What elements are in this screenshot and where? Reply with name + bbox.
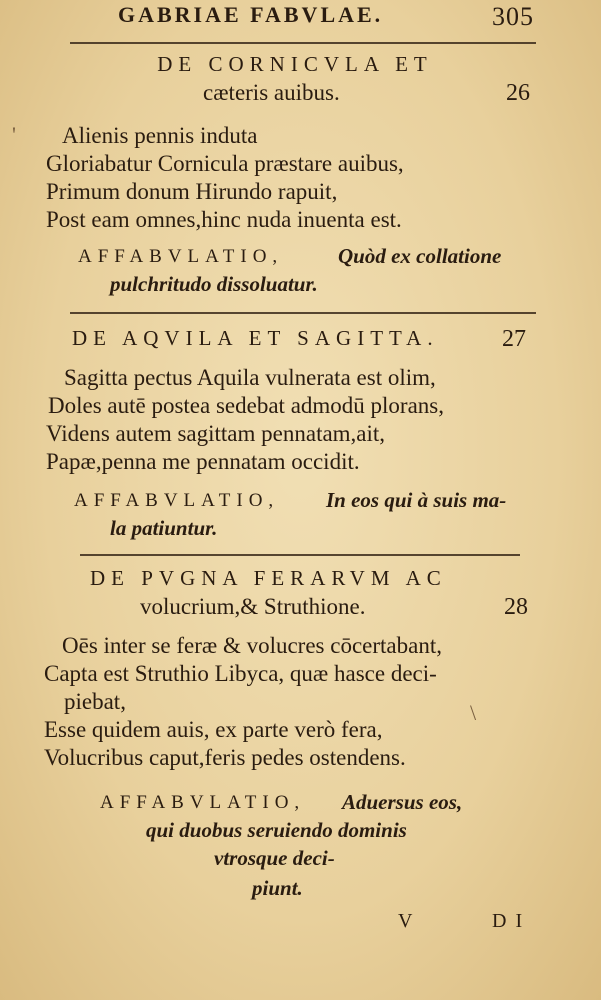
fable-number: 27 [502,326,526,352]
moral-text: piunt. [252,876,303,900]
header-rule [70,42,536,44]
verse-line: Volucribus caput,feris pedes ostendens. [44,745,406,770]
fable-subtitle: volucrium,& Struthione. [140,594,366,619]
stray-mark: \ [470,700,477,725]
affabulatio-label: AFFABVLATIO, [78,246,284,267]
verse-line: Esse quidem auis, ex parte verò fera, [44,717,383,742]
moral-text: In eos qui à suis ma- [326,488,507,512]
affabulatio-label: AFFABVLATIO, [100,792,306,813]
fable-verses [46,364,444,476]
moral-text: qui duobus seruiendo dominis [146,818,407,842]
fable-subtitle: cæteris auibus. [203,80,340,105]
page-header [118,2,568,31]
fable-verses [46,122,404,234]
verse-line: piebat, [64,689,126,714]
section-rule [70,312,536,314]
signature-mark: V [398,910,415,932]
verse-line: Papæ,penna me pennatam occidit. [46,449,360,474]
catchword: D I [492,910,525,932]
moral-text: Quòd ex collatione [338,244,502,268]
verse-line: Primum donum Hirundo rapuit, [46,179,338,204]
page-number: 305 [492,2,534,31]
moral-text: Aduersus eos, [342,790,463,814]
verse-line: Videns autem sagittam pennatam,ait, [46,421,386,446]
fable-title: DE CORNICVLA ET [157,52,433,76]
running-title: GABRIAE FABVLAE. [118,2,384,27]
fable-number: 28 [504,594,528,620]
fable-verses [44,632,442,772]
affabulatio-label: AFFABVLATIO, [74,490,280,511]
fable-number: 26 [506,80,530,106]
verse-line: Gloriabatur Cornicula præstare auibus, [46,151,404,176]
verse-line: Sagitta pectus Aquila vulnerata est olim, [64,365,436,390]
stray-mark: ' [12,122,16,147]
verse-line: Capta est Struthio Libyca, quæ hasce deci- [44,661,437,686]
verse-line: Oēs inter se feræ & volucres cōcertabant, [62,633,442,658]
moral-text: la patiuntur. [110,516,218,540]
verse-line: Doles autē postea sedebat admodū plorans, [48,393,444,418]
moral-text: pulchritudo dissoluatur. [110,272,318,296]
verse-line: Post eam omnes,hinc nuda inuenta est. [46,207,402,232]
moral-text: vtrosque deci- [214,846,335,870]
verse-line: Alienis pennis induta [62,123,258,148]
fable-title: DE AQVILA ET SAGITTA. [72,326,439,350]
fable-title: DE PVGNA FERARVM AC [90,566,447,590]
section-rule [80,554,520,556]
